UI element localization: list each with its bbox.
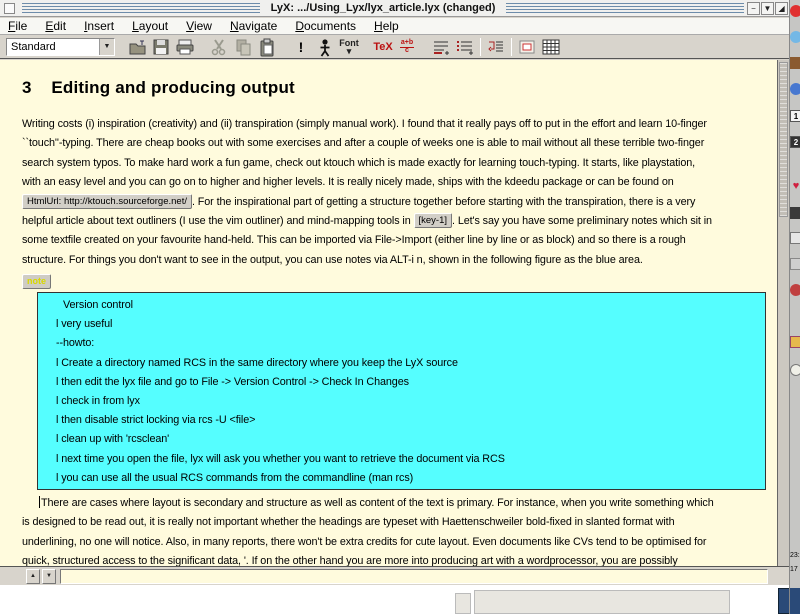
text-cursor [39, 496, 40, 508]
font-down-arrow-icon: ▾ [346, 46, 352, 56]
window-menu-button[interactable] [4, 3, 15, 14]
noun-style-button[interactable] [313, 37, 337, 58]
menu-help[interactable]: Help [374, 19, 399, 33]
menu-edit[interactable]: Edit [45, 19, 67, 33]
history-down-button[interactable]: ▼ [42, 569, 56, 584]
menu-insert[interactable]: Insert [84, 19, 115, 33]
text-line: is designed to be read out, it is really not important whether the headings are typeset with Haettenschweiler bold-fixed in slanted format with [22, 516, 675, 529]
math-fraction-numerator: a+b [400, 39, 414, 46]
font-icon: Font [339, 38, 359, 48]
text-line [22, 193, 770, 212]
figure-frame-icon [519, 40, 535, 54]
menu-bar [0, 18, 789, 35]
person-icon [316, 38, 334, 57]
notes-icon[interactable] [790, 258, 800, 270]
clipboard-paste-icon [258, 38, 276, 57]
minibuffer-input[interactable] [60, 569, 768, 584]
note-box[interactable] [37, 292, 766, 490]
table-grid-icon [542, 39, 560, 55]
toolbar-separator [511, 38, 512, 56]
titlebar-stripes-left [22, 3, 260, 14]
scissors-icon [210, 38, 228, 56]
paragraph-style-combobox[interactable] [6, 38, 115, 56]
increase-depth-button[interactable] [484, 37, 508, 58]
insert-figure-button[interactable] [515, 37, 539, 58]
itemize-list-icon [456, 39, 474, 55]
note-line: l check in from lyx [56, 394, 140, 407]
text-line: underlining, no one will notice. Also, in many reports, there won't be extra credits for cute layout. Even documents like CVs tend to be optimised for [22, 535, 707, 548]
note-inset-button[interactable]: note [22, 274, 51, 289]
open-folder-icon [128, 39, 147, 56]
url-inset-button[interactable]: HtmlUrl: http://ktouch.sourceforge.net/ [22, 194, 192, 209]
text-line: structure. For things you don't want to see in the output, you can use notes via ALT-i n, shown in the following figure as the blue area. [22, 253, 643, 266]
text-line: ``touch''-typing. There are cheap books out with some exercises and after a couple of weeks one is able to mail without all these terrible two-finger [22, 137, 705, 150]
note-line: l then disable strict locking via rcs -U <file> [56, 414, 256, 427]
citation-inset-button[interactable]: [key-1] [414, 213, 453, 228]
enumerate-list-icon [432, 39, 450, 55]
insert-tex-button[interactable] [371, 37, 395, 58]
combobox-dropdown-arrow-icon[interactable]: ▼ [99, 39, 114, 55]
clock-icon[interactable] [790, 364, 800, 376]
window-title: LyX: .../Using_Lyx/lyx_article.lyx (changed) [270, 2, 496, 14]
minibuffer-bar [0, 566, 789, 585]
menu-view[interactable]: View [186, 19, 212, 33]
text-line: some textfile created on your favourite hand-held. This can be imported via File->Import (either line by line or as block) and so there is a rough [22, 234, 686, 247]
section-heading: 3 Editing and producing output [22, 78, 295, 97]
document-area[interactable] [0, 60, 777, 566]
window-fragment [455, 593, 471, 614]
note-line: l then edit the lyx file and go to File -> Version Control -> Check In Changes [56, 375, 409, 388]
heart-icon[interactable]: ♥ [792, 180, 800, 192]
swirl-icon[interactable] [790, 83, 800, 95]
red-ball-icon[interactable] [790, 5, 800, 17]
title-bar[interactable] [0, 0, 789, 17]
insert-table-button[interactable] [539, 37, 563, 58]
terminal-icon[interactable] [790, 232, 800, 244]
desktop-panel [789, 0, 800, 614]
alarm-icon[interactable] [790, 284, 800, 296]
menu-documents[interactable]: Documents [295, 19, 357, 33]
note-line: l you can use all the usual RCS commands from the commandline (man rcs) [56, 471, 414, 484]
camera-icon[interactable] [790, 207, 800, 219]
copy-pages-icon [234, 38, 252, 56]
paste-button[interactable] [255, 37, 279, 58]
note-line: l very useful [56, 318, 113, 331]
panel-date-text: 17 [790, 566, 798, 573]
text-line [22, 494, 770, 513]
tex-icon: TeX [373, 41, 393, 53]
emphasis-icon: ! [298, 39, 304, 55]
menu-file[interactable]: File [8, 19, 28, 33]
paragraph-1 [22, 115, 770, 270]
window-fragment [474, 590, 730, 614]
increase-depth-icon [487, 39, 505, 55]
print-document-button[interactable] [173, 37, 197, 58]
text-run: . For the inspirational part of getting a structure together before starting with the transpiration, there is a very [191, 195, 696, 208]
math-fraction-denominator: c [405, 47, 409, 54]
floppy-disk-icon [152, 38, 170, 56]
text-line: search system typos. To make hard work a fun game, check out ktouch which is made exactly for learning touch-typing. It starts, like playstation, [22, 156, 696, 169]
folder-icon[interactable] [790, 336, 800, 348]
minimize-button[interactable]: − [747, 2, 760, 15]
boot-icon[interactable] [790, 57, 800, 69]
text-run: . Let's say you have some preliminary notes which sit in [452, 214, 712, 227]
emphasis-toggle-button[interactable] [289, 37, 313, 58]
vertical-scrollbar[interactable] [777, 60, 789, 566]
text-line [22, 212, 770, 231]
text-run: helpful article about text outliners (I use the vim outliner) and mind-mapping tools in [22, 214, 414, 227]
menu-layout[interactable]: Layout [132, 19, 169, 33]
menu-navigate[interactable]: Navigate [229, 19, 278, 33]
maximize-button[interactable]: ▼ [761, 2, 774, 15]
toolbar-separator [480, 38, 481, 56]
toolbar [0, 36, 789, 59]
desktop-background [0, 585, 800, 614]
panel-clock-text: 23: [790, 552, 800, 559]
paragraph-2 [22, 494, 770, 566]
text-line: with an easy level and you can go on to higher and higher levels. It is really nicely made, ships with the kdeedu package or can be found on [22, 176, 674, 189]
panel-bottom-icon[interactable] [790, 588, 800, 614]
itemize-list-button[interactable] [453, 37, 477, 58]
free-font-button[interactable] [337, 37, 361, 58]
paragraph-style-value: Standard [11, 41, 56, 53]
resize-button[interactable]: ◢ [775, 2, 788, 15]
note-line: l next time you open the file, lyx will ask you whether you want to retrieve the document via RCS [56, 452, 505, 465]
text-line: quick, structured access to the significant data, '. If on the other hand you are more into producing art with a wordprocessor, you are possibly [22, 555, 678, 566]
titlebar-stripes-right [506, 3, 744, 14]
scrollbar-thumb[interactable] [779, 62, 788, 217]
note-line: l clean up with 'rcsclean' [56, 433, 170, 446]
note-line: Version control [63, 299, 133, 311]
text-run: There are cases where layout is secondary and structure as well as content of the text is primary. For instance, when you write something which [41, 497, 714, 509]
note-line: --howto: [56, 337, 95, 350]
blue-globe-icon[interactable] [790, 31, 800, 43]
enumerate-list-button[interactable] [429, 37, 453, 58]
open-document-button[interactable] [125, 37, 149, 58]
note-line: l Create a directory named RCS in the same directory where you keep the LyX source [56, 356, 458, 369]
printer-icon [175, 38, 195, 56]
copy-button[interactable] [231, 37, 255, 58]
history-up-button[interactable]: ▲ [26, 569, 40, 584]
math-mode-button[interactable] [395, 37, 419, 58]
pager-desktop-1[interactable]: 1 [790, 110, 800, 122]
text-line: Writing costs (i) inspiration (creativity) and (ii) transpiration (simply manual work). I found that it really pays off to put in the effort and learn 10-finger [22, 118, 707, 130]
save-document-button[interactable] [149, 37, 173, 58]
pager-desktop-2[interactable]: 2 [790, 136, 800, 148]
cut-button[interactable] [207, 37, 231, 58]
